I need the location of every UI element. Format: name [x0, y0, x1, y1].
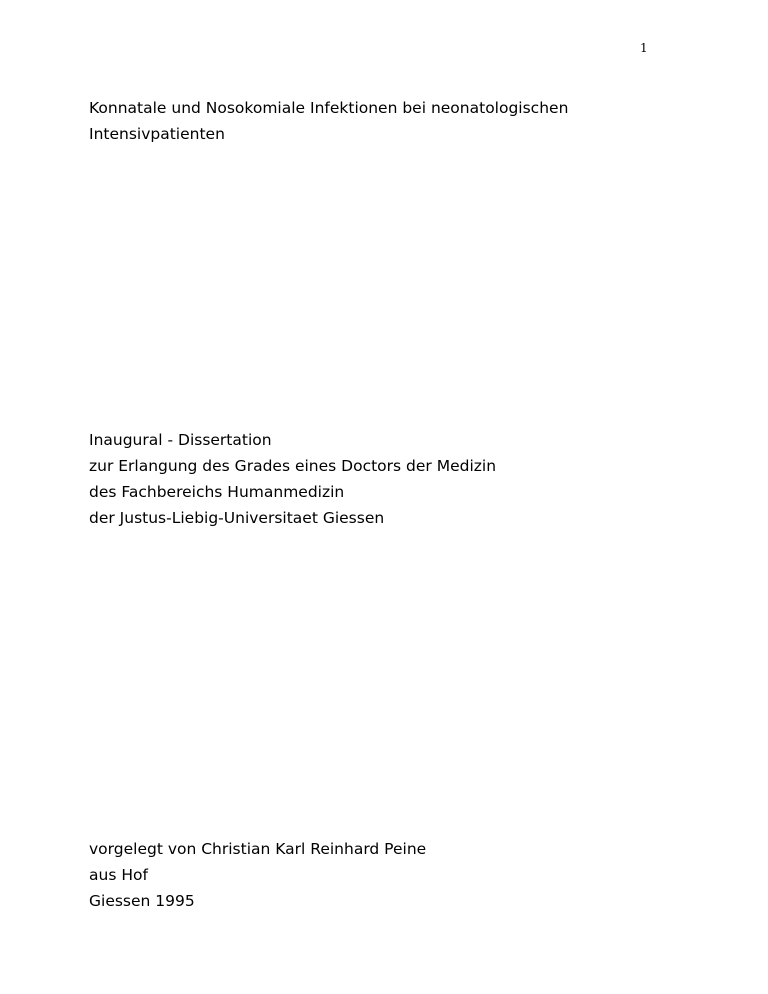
title-block: [89, 95, 568, 147]
author-line-1: vorgelegt von Christian Karl Reinhard Peine: [89, 840, 427, 858]
author-line-2: aus Hof: [89, 866, 148, 884]
dissertation-line-2: zur Erlangung des Grades eines Doctors der Medizin: [89, 457, 497, 475]
title-line-1: Konnatale und Nosokomiale Infektionen bei neonatologischen: [89, 99, 569, 117]
dissertation-line-1: Inaugural - Dissertation: [89, 431, 272, 449]
dissertation-line-4: der Justus-Liebig-Universitaet Giessen: [89, 509, 385, 527]
page-number: 1: [640, 41, 648, 55]
author-block: [89, 836, 426, 914]
author-line-3: Giessen 1995: [89, 892, 195, 910]
dissertation-block: [89, 427, 496, 531]
dissertation-line-3: des Fachbereichs Humanmedizin: [89, 483, 345, 501]
title-line-2: Intensivpatienten: [89, 125, 225, 143]
